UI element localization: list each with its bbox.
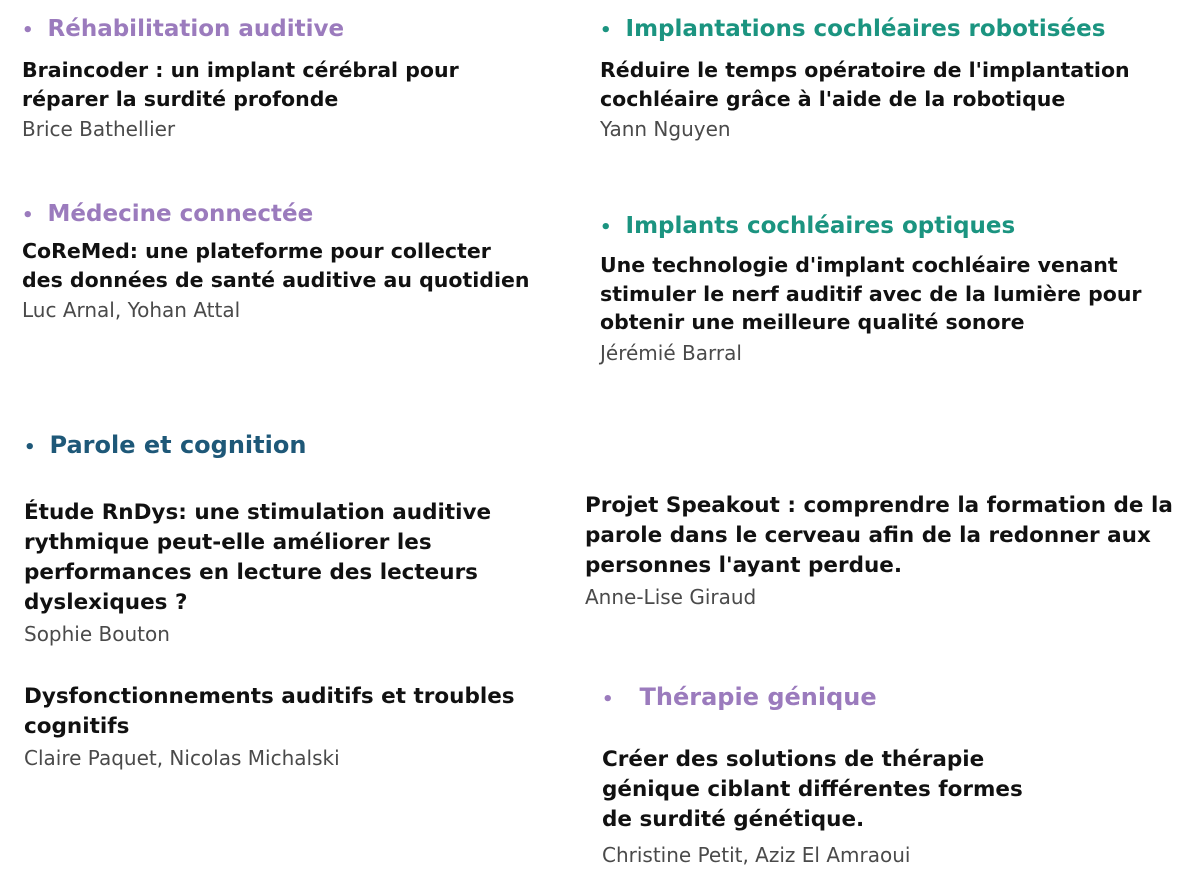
section-robotic-implantation — [600, 14, 1180, 143]
section-connected-medicine — [22, 199, 562, 324]
section-rehabilitation — [22, 14, 562, 143]
section-heading-optical — [600, 211, 1180, 243]
section-heading-gene — [602, 682, 1162, 715]
section-heading-connected — [22, 199, 562, 231]
project-authors: Christine Petit, Aziz El Amraoui — [602, 843, 911, 867]
project-dysfunction — [24, 682, 584, 772]
project-title-dysfunction: Dysfonctionnements auditifs et troubles cognitifs — [24, 684, 515, 739]
section-speech-cognition — [24, 430, 524, 463]
section-optical-implants — [600, 211, 1180, 367]
bullet-icon: • — [600, 217, 612, 238]
heading-text: Parole et cognition — [49, 431, 307, 459]
project-title-rndys: Étude RnDys: une stimulation auditive rythmique peut-elle améliorer les performances en lecture des lecteurs dyslexiques ? — [24, 500, 492, 615]
section-heading-rehabilitation — [22, 14, 562, 46]
section-gene-therapy — [602, 682, 1162, 869]
project-authors: Luc Arnal, Yohan Attal — [22, 298, 241, 322]
heading-text: Implants cochléaires optiques — [625, 213, 1016, 239]
project-title-optical: Une technologie d'implant cochléaire venant stimuler le nerf auditif avec de la lumière pour obtenir une meilleure qualité sonore — [600, 253, 1142, 334]
project-authors: Jérémié Barral — [600, 340, 742, 365]
project-authors: Sophie Bouton — [24, 622, 170, 646]
project-title-speakout: Projet Speakout : comprendre la formation de la parole dans le cerveau afin de la redonner aux personnes l'ayant perdue. — [585, 493, 1173, 578]
bullet-icon: • — [24, 437, 36, 458]
section-heading-speech — [24, 430, 524, 463]
project-authors: Claire Paquet, Nicolas Michalski — [24, 746, 340, 770]
heading-text: Implantations cochléaires robotisées — [625, 16, 1106, 42]
project-authors: Anne-Lise Giraud — [585, 585, 757, 609]
project-authors: Yann Nguyen — [600, 117, 731, 141]
heading-text: Thérapie génique — [639, 683, 877, 711]
project-title-braincoder: Braincoder : un implant cérébral pour réparer la surdité profonde — [22, 58, 459, 111]
project-title-gene: Créer des solutions de thérapie génique ciblant différentes formes de surdité génétique. — [602, 747, 1023, 832]
project-title-robotics: Réduire le temps opératoire de l'implantation cochléaire grâce à l'aide de la robotique — [600, 58, 1130, 111]
project-speakout — [585, 491, 1180, 611]
bullet-icon: • — [600, 20, 612, 41]
bullet-icon: • — [602, 689, 614, 710]
section-heading-robotic — [600, 14, 1180, 46]
project-rndys — [24, 498, 564, 648]
heading-text: Médecine connectée — [47, 201, 314, 227]
heading-text: Réhabilitation auditive — [47, 16, 345, 42]
project-title-coremed: CoReMed: une plateforme pour collecter des données de santé auditive au quotidien — [22, 239, 530, 292]
project-authors: Brice Bathellier — [22, 117, 176, 141]
bullet-icon: • — [22, 20, 34, 41]
bullet-icon: • — [22, 205, 34, 226]
